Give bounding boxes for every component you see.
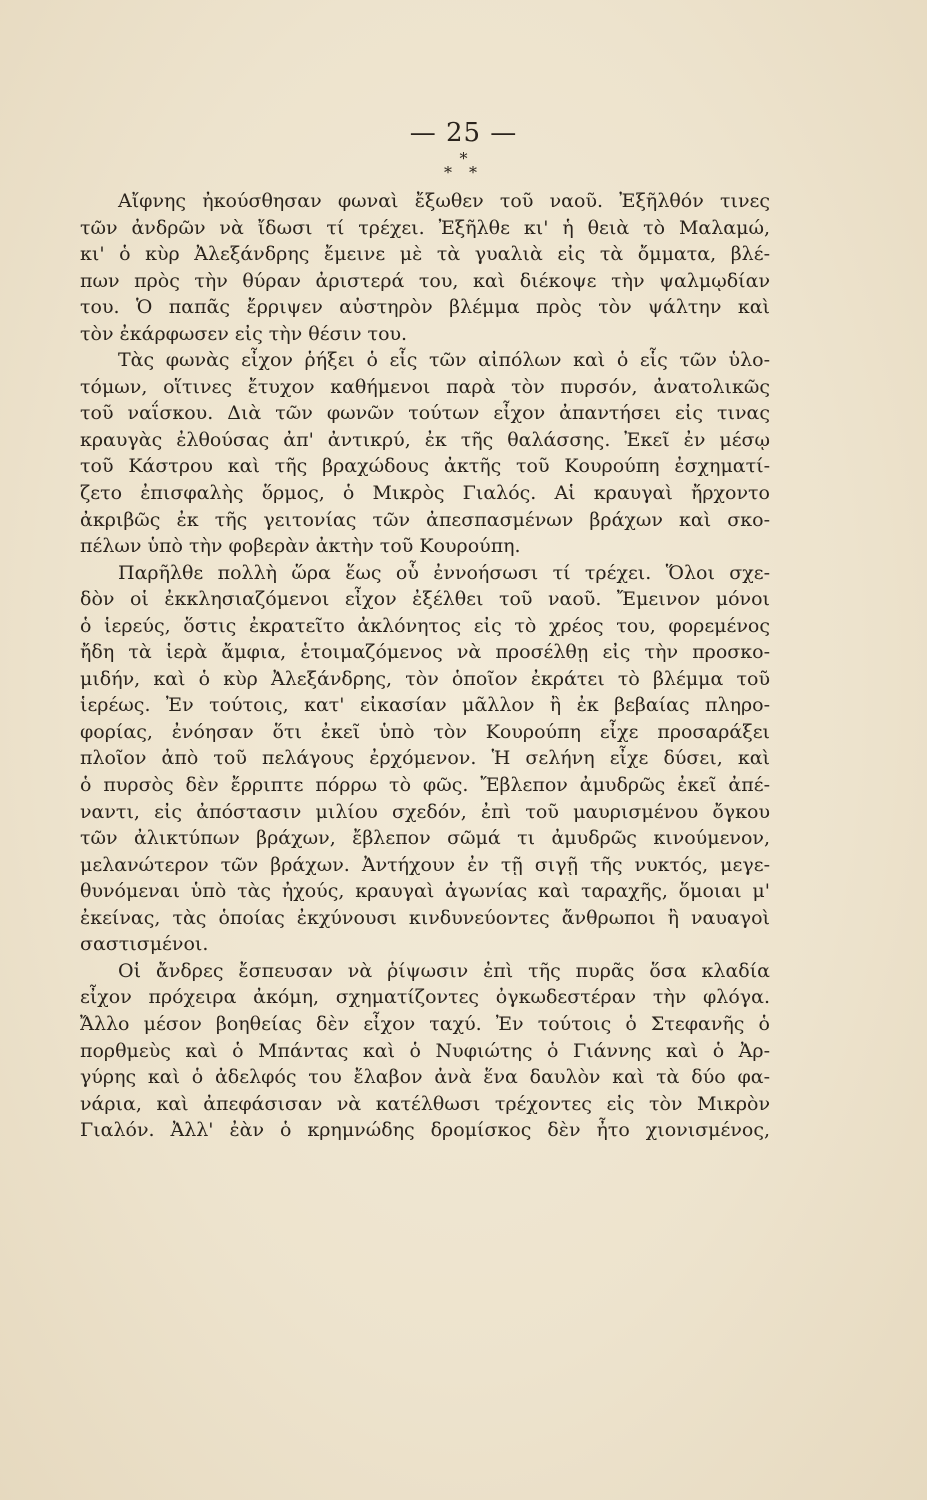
- text-line: ἤδη τὰ ἱερὰ ἄμφια, ἑτοιμαζόμενος νὰ προσέλθῃ εἰς τὴν προσκο-: [80, 641, 770, 664]
- text-line: μελανώτερον τῶν βράχων. Ἀντήχουν ἐν τῇ σιγῇ τῆς νυκτός, μεγε-: [80, 853, 770, 876]
- text-line: ὁ πυρσὸς δὲν ἔρριπτε πόρρω τὸ φῶς. Ἔβλεπον ἀμυδρῶς ἐκεῖ ἀπέ-: [80, 774, 770, 797]
- text-line: ἐκείνας, τὰς ὁποίας ἐκχύνουσι κινδυνεύοντες ἄνθρωποι ἢ ναυαγοὶ: [80, 906, 770, 929]
- text-line: τόμων, οἵτινες ἔτυχον καθήμενοι παρὰ τὸν πυρσόν, ἀνατολικῶς: [80, 375, 770, 398]
- text-line: Ἄλλο μέσον βοηθείας δὲν εἶχον ταχύ. Ἐν τούτοις ὁ Στεφανῆς ὁ: [80, 1012, 770, 1035]
- text-line: του. Ὁ παπᾶς ἔρριψεν αὐστηρὸν βλέμμα πρὸς τὸν ψάλτην καὶ: [80, 296, 770, 319]
- text-line: Παρῆλθε πολλὴ ὥρα ἕως οὗ ἐννοήσωσι τί τρέχει. Ὅλοι σχε-: [118, 561, 770, 584]
- text-line: Τὰς φωνὰς εἶχον ῥήξει ὁ εἷς τῶν αἰπόλων καὶ ὁ εἷς τῶν ὑλο-: [118, 349, 770, 372]
- text-line: ἀκριβῶς ἐκ τῆς γειτονίας τῶν ἀπεσπασμένων βράχων καὶ σκο-: [80, 508, 770, 531]
- text-line: γύρης καὶ ὁ ἀδελφός του ἔλαβον ἀνὰ ἕνα δαυλὸν καὶ τὰ δύο φα-: [80, 1066, 770, 1089]
- text-line: Γιαλόν. Ἀλλ' ἐὰν ὁ κρημνώδης δρομίσκος δὲν ἦτο χιονισμένος,: [80, 1119, 770, 1142]
- text-line: ναντι, εἰς ἀπόστασιν μιλίου σχεδόν, ἐπὶ τοῦ μαυρισμένου ὄγκου: [80, 800, 770, 823]
- text-line: τῶν ἀλικτύπων βράχων, ἔβλεπον σῶμά τι ἀμυδρῶς κινούμενον,: [80, 827, 770, 850]
- text-line: τὸν ἐκάρφωσεν εἰς τὴν θέσιν του.: [80, 322, 408, 345]
- text-line: δὸν οἱ ἐκκλησιαζόμενοι εἶχον ἐξέλθει τοῦ ναοῦ. Ἔμεινον μόνοι: [80, 588, 770, 611]
- text-line: πων πρὸς τὴν θύραν ἀριστερά του, καὶ διέκοψε τὴν ψαλμῳδίαν: [80, 269, 770, 292]
- page-number: — 25 —: [409, 118, 518, 148]
- text-line: πλοῖον ἀπὸ τοῦ πελάγους ἐρχόμενον. Ἡ σελήνη εἶχε δύσει, καὶ: [80, 747, 770, 770]
- separator-bottom: * *: [443, 163, 484, 182]
- text-line: φορίας, ἐνόησαν ὅτι ἐκεῖ ὑπὸ τὸν Κουρούπη εἶχε προσαράξει: [80, 720, 770, 743]
- text-line: εἶχον πρόχειρα ἀκόμη, σχηματίζοντες ὀγκωδεστέραν τὴν φλόγα.: [80, 986, 770, 1009]
- separator-top: *: [459, 149, 468, 168]
- text-line: σαστισμένοι.: [80, 933, 209, 956]
- text-line: ἱερέως. Ἐν τούτοις, κατ' εἰκασίαν μᾶλλον ἢ ἐκ βεβαίας πληρο-: [80, 694, 770, 717]
- text-line: νάρια, καὶ ἀπεφάσισαν νὰ κατέλθωσι τρέχοντες εἰς τὸν Μικρὸν: [80, 1092, 770, 1115]
- text-line: πορθμεὺς καὶ ὁ Μπάντας καὶ ὁ Νυφιώτης ὁ Γιάννης καὶ ὁ Ἀρ-: [80, 1039, 770, 1062]
- text-line: τοῦ ναΐσκου. Διὰ τῶν φωνῶν τούτων εἶχον ἀπαντήσει εἰς τινας: [80, 402, 770, 425]
- body-text: [80, 188, 770, 1144]
- text-line: πέλων ὑπὸ τὴν φοβερὰν ἀκτὴν τοῦ Κουρούπη.: [80, 535, 521, 558]
- text-line: Οἱ ἄνδρες ἔσπευσαν νὰ ῥίψωσιν ἐπὶ τῆς πυρᾶς ὅσα κλαδία: [118, 959, 770, 982]
- text-line: ὁ ἱερεύς, ὅστις ἐκρατεῖτο ἀκλόνητος εἰς τὸ χρέος του, φορεμένος: [80, 614, 770, 637]
- text-line: μιδήν, καὶ ὁ κὺρ Ἀλεξάνδρης, τὸν ὁποῖον ἐκράτει τὸ βλέμμα τοῦ: [80, 667, 770, 690]
- text-line: ζετο ἐπισφαλὴς ὅρμος, ὁ Μικρὸς Γιαλός. Αἱ κραυγαὶ ἤρχοντο: [80, 482, 770, 505]
- section-separator: [0, 149, 927, 182]
- text-line: κραυγὰς ἐλθούσας ἀπ' ἀντικρύ, ἐκ τῆς θαλάσσης. Ἐκεῖ ἐν μέσῳ: [80, 428, 770, 451]
- text-line: Αἴφνης ἠκούσθησαν φωναὶ ἔξωθεν τοῦ ναοῦ. Ἐξῆλθόν τινες: [118, 190, 770, 212]
- text-line: θυνόμεναι ὑπὸ τὰς ἠχούς, κραυγαὶ ἀγωνίας καὶ ταραχῆς, ὅμοιαι μ': [80, 880, 770, 903]
- text-line: τῶν ἀνδρῶν νὰ ἴδωσι τί τρέχει. Ἐξῆλθε κι' ἡ θειὰ τὸ Μαλαμώ,: [80, 216, 770, 239]
- text-line: κι' ὁ κὺρ Ἀλεξάνδρης ἔμεινε μὲ τὰ γυαλιὰ εἰς τὰ ὄμματα, βλέ-: [80, 243, 770, 266]
- text-line: τοῦ Κάστρου καὶ τῆς βραχώδους ἀκτῆς τοῦ Κουρούπη ἐσχηματί-: [80, 455, 770, 478]
